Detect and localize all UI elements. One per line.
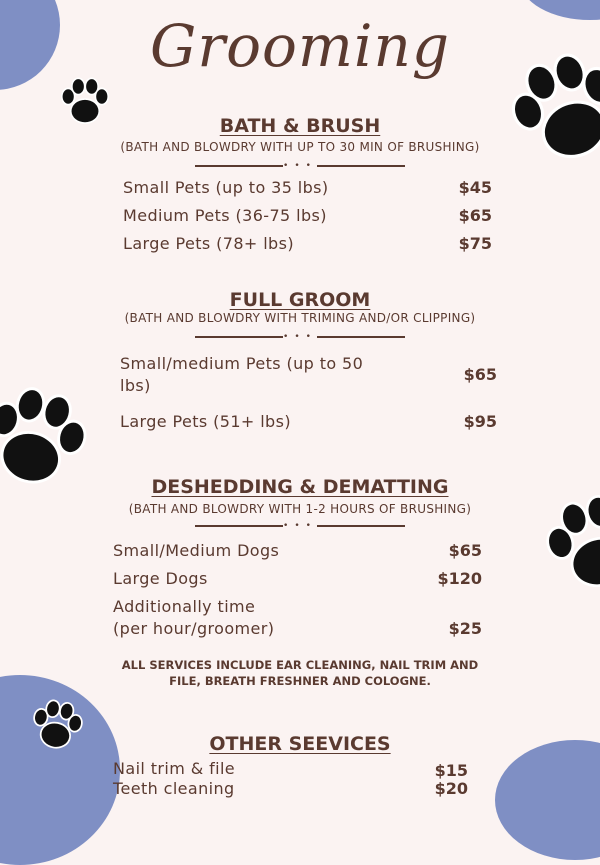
service-price: $120: [437, 569, 482, 588]
service-price: $20: [434, 779, 468, 798]
service-price: $15: [434, 761, 468, 780]
service-label: Small/medium Pets (up to 50: [120, 354, 364, 373]
page-title: Grooming: [150, 12, 450, 80]
service-label: Additionally time: [113, 597, 256, 616]
services-note-line: ALL SERVICES INCLUDE EAR CLEANING, NAIL TRIM AND: [121, 658, 479, 672]
service-label: Medium Pets (36-75 lbs): [123, 206, 327, 225]
blob-bottom-right: [495, 740, 600, 860]
section-subtitle-bath-brush: (BATH AND BLOWDRY WITH UP TO 30 MIN OF BRUSHING): [120, 140, 480, 154]
service-price: $95: [463, 412, 497, 431]
service-price: $25: [448, 619, 482, 638]
section-title-full-groom: FULL GROOM: [229, 289, 371, 311]
service-price: $65: [448, 541, 482, 560]
section-subtitle-full-groom: (BATH AND BLOWDRY WITH TRIMING AND/OR CLIPPING): [124, 311, 476, 325]
services-note: [100, 657, 500, 689]
service-label: Large Pets (51+ lbs): [120, 412, 291, 431]
service-label: Small Pets (up to 35 lbs): [123, 178, 329, 197]
service-price: $65: [463, 365, 497, 384]
service-label: lbs): [120, 376, 151, 395]
service-price: $75: [458, 234, 492, 253]
service-label: Large Pets (78+ lbs): [123, 234, 294, 253]
service-label: (per hour/groomer): [113, 619, 275, 638]
service-price: $65: [458, 206, 492, 225]
service-label: Small/Medium Dogs: [113, 541, 280, 560]
service-label: Nail trim & file: [113, 759, 236, 778]
section-title-bath-brush: BATH & BRUSH: [219, 115, 381, 137]
divider: •••: [195, 161, 405, 171]
section-subtitle-deshedding: (BATH AND BLOWDRY WITH 1-2 HOURS OF BRUSHING): [128, 502, 472, 516]
section-title-other-services: OTHER SEEVICES: [209, 733, 391, 755]
service-label: Teeth cleaning: [113, 779, 235, 798]
service-price: $45: [458, 178, 492, 197]
service-label: Large Dogs: [113, 569, 208, 588]
section-title-deshedding: DESHEDDING & DEMATTING: [151, 476, 449, 498]
divider: •••: [195, 332, 405, 342]
divider: •••: [195, 521, 405, 531]
services-note-line: FILE, BREATH FRESHNER AND COLOGNE.: [169, 674, 431, 688]
